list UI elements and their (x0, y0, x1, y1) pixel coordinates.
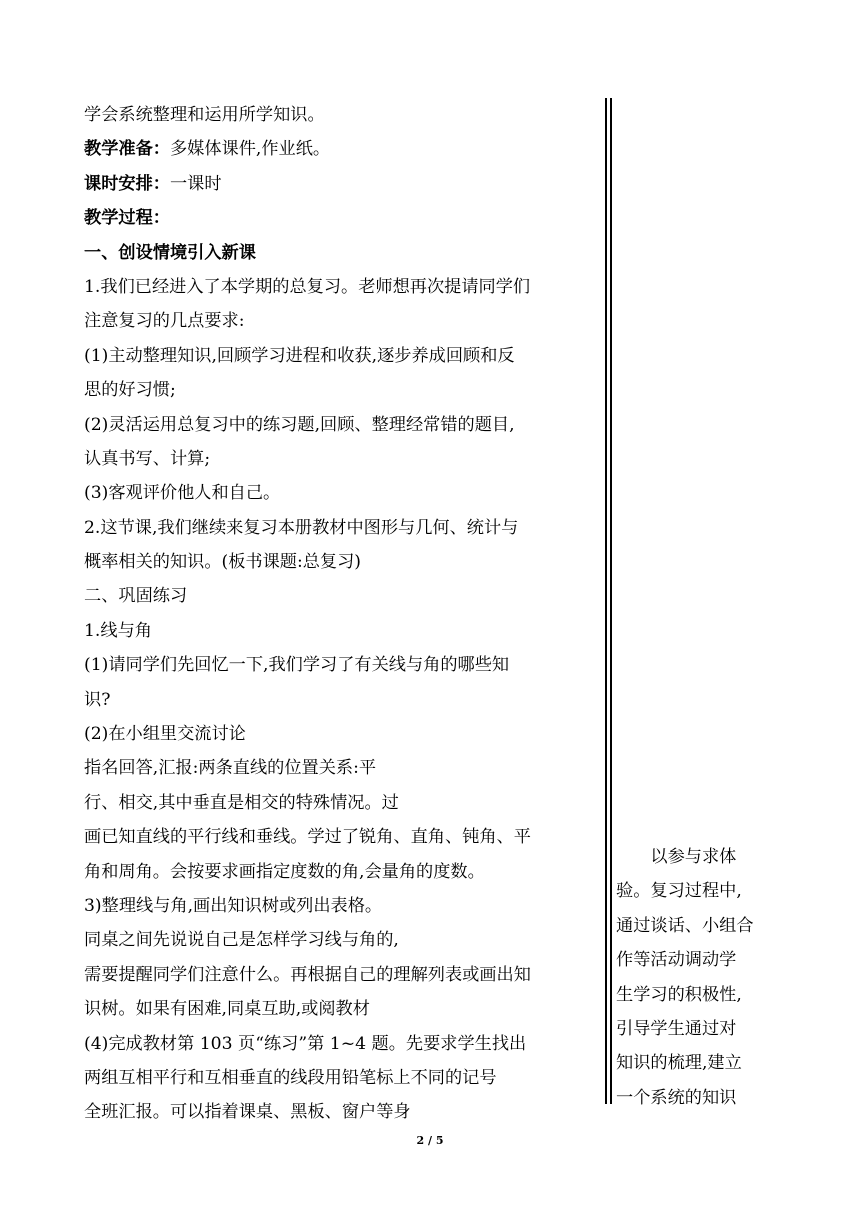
schedule-line (84, 167, 606, 201)
section-one-label: 一、创设情境引入新课 (84, 242, 256, 263)
text-line: 全班汇报。可以指着课桌、黑板、窗户等身 (84, 1102, 411, 1123)
text-line: 两组互相平行和互相垂直的线段用铅笔标上不同的记号 (84, 1067, 497, 1088)
text-line: 行、相交,其中垂直是相交的特殊情况。过 (84, 792, 399, 813)
text-line: 识树。如果有困难,同桌互助,或阅教材 (84, 999, 370, 1020)
side-note-line: 验。复习过程中, (616, 881, 742, 902)
text-line: (2)在小组里交流讨论 (84, 724, 246, 745)
text-line (84, 98, 606, 132)
side-note-line: 知识的梳理,建立 (616, 1053, 742, 1074)
text-line: 3)整理线与角,画出知识树或列出表格。 (84, 895, 383, 916)
text-line: (1)请同学们先回忆一下,我们学习了有关线与角的哪些知 (84, 655, 510, 676)
text-line: 1.我们已经进入了本学期的总复习。老师想再次提请同学们 (84, 276, 531, 297)
page-number: 2 / 5 (416, 1134, 444, 1147)
text-line: (2)灵活运用总复习中的练习题,回顾、整理经常错的题目, (84, 414, 515, 435)
text-line: 认真书写、计算; (84, 448, 211, 469)
side-note-line: 引导学生通过对 (616, 1018, 737, 1039)
text-line: 概率相关的知识。(板书课题:总复习) (84, 552, 362, 573)
text-line: (4)完成教材第 103 页“练习”第 1~4 题。先要求学生找出 (84, 1033, 527, 1054)
subsection-heading: 1.线与角 (84, 620, 152, 641)
side-note-column (616, 840, 776, 1115)
text-line: 2.这节课,我们继续来复习本册教材中图形与几何、统计与 (84, 517, 519, 538)
text-line: (3)客观评价他人和自己。 (84, 483, 281, 504)
text-line: 指名回答,汇报:两条直线的位置关系:平 (84, 758, 377, 779)
side-note-line: 生学习的积极性, (616, 984, 742, 1005)
line-text: 学会系统整理和运用所学知识。 (84, 105, 325, 125)
side-note-line: 一个系统的知识 (616, 1087, 737, 1108)
prep-line (84, 132, 606, 166)
text-line: 角和周角。会按要求画指定度数的角,会量角的度数。 (84, 861, 485, 882)
process-label: 教学过程： (84, 208, 170, 229)
prep-text: 多媒体课件,作业纸。 (169, 139, 331, 160)
side-note-line: 通过谈话、小组合 (616, 915, 754, 936)
column-divider-double-line (605, 98, 612, 1104)
side-note-line: 作等活动调动学 (616, 950, 737, 971)
prep-label: 教学准备： (84, 139, 170, 160)
schedule-text: 一课时 (169, 173, 222, 194)
text-line: 画已知直线的平行线和垂线。学过了锐角、直角、钝角、平 (84, 827, 531, 848)
text-line: 需要提醒同学们注意什么。再根据自己的理解列表或画出知 (84, 964, 531, 985)
process-heading (84, 201, 606, 235)
schedule-label: 课时安排： (84, 173, 170, 194)
side-note-line: 以参与求体 (616, 847, 737, 867)
text-line: 识? (84, 689, 111, 710)
text-line: 注意复习的几点要求: (84, 311, 245, 332)
section-one-heading (84, 236, 606, 270)
lesson-plan-main-column (84, 98, 606, 1130)
section-two-heading: 二、巩固练习 (84, 586, 188, 607)
text-line: 思的好习惯; (84, 380, 176, 401)
text-line: 同桌之间先说说自己是怎样学习线与角的, (84, 930, 399, 951)
text-line: (1)主动整理知识,回顾学习进程和收获,逐步养成回顾和反 (84, 345, 515, 366)
